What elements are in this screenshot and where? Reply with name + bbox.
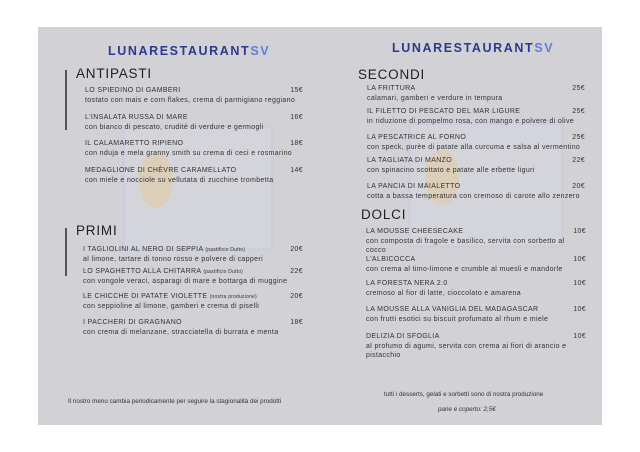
item-description: con seppioline al limone, gamberi e crema di piselli — [83, 303, 260, 310]
item-note: (nostra produzione) — [209, 294, 257, 300]
menu-item — [366, 305, 586, 324]
item-description: con composta di fragole e basilico, servita con sorbetto al cocco — [366, 238, 565, 254]
menu-item — [83, 318, 303, 337]
item-description: calamari, gamberi e verdure in tempura — [367, 95, 503, 102]
menu-item — [366, 279, 586, 298]
menu-item — [367, 156, 585, 175]
item-price: 16€ — [290, 114, 303, 121]
item-price: 18€ — [290, 319, 303, 326]
restaurant-logo-left: LUNARESTAURANTSV — [108, 44, 271, 58]
item-price: 14€ — [290, 167, 303, 174]
section-title-antipasti: ANTIPASTI — [76, 66, 152, 81]
item-description: al limone, tartare di tonno rosso e polvere di capperi — [83, 256, 263, 263]
menu-item — [85, 139, 303, 158]
item-description: con miele e nocciole su vellutata di zucchine trombetta — [85, 177, 274, 184]
item-name: DELIZIA DI SFOGLIA — [366, 333, 440, 340]
item-price: 10€ — [573, 306, 586, 313]
item-price: 10€ — [573, 256, 586, 263]
item-name: L'INSALATA RUSSA DI MARE — [85, 114, 188, 121]
menu-note: Il nostro menu cambia periodicamente per seguire la stagionalità dei prodotti — [68, 398, 282, 405]
menu-item — [85, 86, 303, 105]
item-price: 25€ — [572, 108, 585, 115]
menu-item — [83, 245, 303, 264]
item-name: LA PANCIA DI MAIALETTO — [367, 183, 461, 190]
item-price: 10€ — [573, 280, 586, 287]
item-description: al profumo di agumi, servita con crema ai fiori di arancio e pistacchio — [366, 343, 567, 359]
item-description: in riduzione di pompelmo rosa, con mango e polvere di olive — [367, 118, 575, 125]
menu-item — [367, 182, 585, 201]
item-price: 20€ — [290, 246, 303, 253]
item-price: 15€ — [290, 87, 303, 94]
item-price: 20€ — [290, 293, 303, 300]
cover-charge: pane e coperto: 2,5€ — [438, 406, 496, 413]
item-description: con speck, purèe di patate alla curcuma e salsa al vermentino — [367, 144, 581, 151]
section-title-primi: PRIMI — [76, 223, 118, 238]
item-name: L'ALBICOCCA — [366, 256, 416, 263]
menu-item — [367, 133, 585, 152]
item-name: LA MOUSSE ALLA VANIGLIA DEL MADAGASCAR — [366, 306, 539, 313]
item-description: cremoso al fior di latte, cioccolato e amarena — [366, 290, 521, 297]
menu-item — [367, 84, 585, 103]
menu-item — [85, 166, 303, 185]
item-name: I TAGLIOLINI AL NERO DI SEPPIA — [83, 246, 204, 253]
item-name: IL CALAMARETTO RIPIENO — [85, 140, 184, 147]
item-description: con spinacino scottato e patate alle erbette liguri — [367, 167, 535, 174]
desserts-note: tutti i desserts, gelati e sorbetti sono di nostra produzione — [384, 391, 544, 398]
item-name: LA MOUSSE CHEESECAKE — [366, 228, 464, 235]
item-note: (pastificio Dutto) — [203, 269, 244, 275]
menu-item — [85, 113, 303, 132]
item-description: tostato con mais e corn flakes, crema di parmigiano reggiano — [85, 97, 296, 104]
item-price: 22€ — [290, 268, 303, 275]
menu-item — [366, 255, 586, 274]
item-name: LO SPIEDINO DI GAMBERI — [85, 87, 181, 94]
item-description: con crema al timo-limone e crumble al muesli e mandorle — [366, 266, 563, 273]
menu-item — [83, 267, 303, 286]
item-name: MEDAGLIONE DI CHÈVRE CARAMELLATO — [85, 167, 237, 174]
menu-item — [366, 227, 586, 255]
section-title-secondi: SECONDI — [358, 67, 426, 82]
menu-item — [83, 292, 303, 311]
item-price: 20€ — [572, 183, 585, 190]
item-note: (pastificio Dutto) — [205, 247, 246, 253]
item-name: LE CHICCHE DI PATATE VIOLETTE — [83, 293, 208, 300]
item-description: con crema di melanzane, stracciatella di burrata e menta — [83, 329, 279, 336]
item-name: LA PESCATRICE AL FORNO — [367, 134, 467, 141]
section-title-dolci: DOLCI — [361, 207, 407, 222]
item-description: con frutti esotici su biscuit profumato al rhum e miele — [366, 316, 549, 323]
restaurant-logo-right: LUNARESTAURANTSV — [392, 41, 555, 55]
item-name: I PACCHERI DI GRAGNANO — [83, 319, 182, 326]
item-description: con bianco di pescato, crudité di verdure e germogli — [85, 124, 264, 131]
section-divider — [65, 70, 67, 130]
item-description: con vongole veraci, asparagi di mare e bottarga di muggine — [83, 278, 288, 285]
item-name: LO SPAGHETTO ALLA CHITARRA — [83, 268, 202, 275]
item-name: IL FILETTO DI PESCATO DEL MAR LIGURE — [367, 108, 521, 115]
menu-item — [367, 107, 585, 126]
item-price: 22€ — [572, 157, 585, 164]
menu-item — [366, 332, 586, 360]
item-name: LA TAGLIATA DI MANZO — [367, 157, 453, 164]
item-name: LA FRITTURA — [367, 85, 416, 92]
item-price: 25€ — [572, 134, 585, 141]
item-price: 18€ — [290, 140, 303, 147]
item-description: cotta a bassa temperatura con cremoso di carote allo zenzero — [367, 193, 580, 200]
item-price: 10€ — [573, 228, 586, 235]
item-name: LA FORESTA NERA 2.0 — [366, 280, 448, 287]
item-price: 25€ — [572, 85, 585, 92]
section-divider — [65, 228, 67, 276]
item-price: 10€ — [573, 333, 586, 340]
item-description: con nduja e mela granny smith su crema di ceci e rosmarino — [85, 150, 293, 157]
